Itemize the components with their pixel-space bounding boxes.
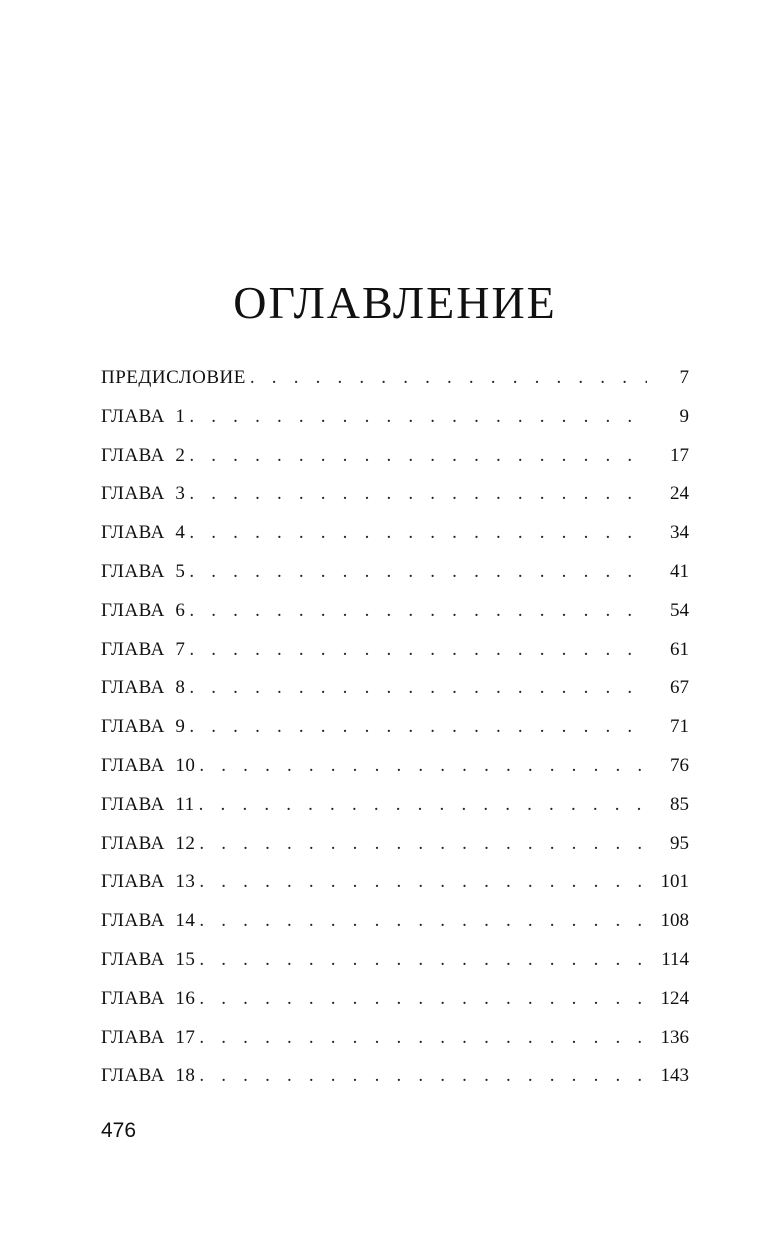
page-title: ОГЛАВЛЕНИЕ — [233, 277, 557, 328]
toc-entry-page: 24 — [670, 483, 689, 505]
toc-entry-page: 61 — [670, 638, 689, 660]
toc-entry-label: ГЛАВА 4 — [101, 522, 186, 544]
toc-entry-page: 124 — [660, 987, 689, 1009]
toc-entry-page: 101 — [660, 871, 689, 893]
toc-dot-leader — [199, 1019, 647, 1058]
toc-entry-page: 85 — [670, 793, 689, 815]
toc-entry-chapter-13[interactable] — [101, 863, 689, 902]
toc-dot-leader — [189, 708, 647, 747]
toc-entry-chapter-9[interactable] — [101, 708, 689, 747]
toc-entry-page: 143 — [660, 1065, 689, 1087]
toc-entry-page: 136 — [660, 1026, 689, 1048]
toc-entry-page: 17 — [670, 444, 689, 466]
toc-entry-label: ГЛАВА 16 — [101, 987, 196, 1009]
toc-entry-chapter-6[interactable] — [101, 592, 689, 631]
toc-entry-page: 76 — [670, 754, 689, 776]
toc-dot-leader — [199, 1057, 647, 1096]
toc-entry-label: ГЛАВА 9 — [101, 716, 186, 738]
toc-entry-page: 114 — [661, 948, 689, 970]
toc-dot-leader — [199, 902, 647, 941]
toc-dot-leader — [199, 980, 647, 1019]
toc-entry-page: 95 — [670, 832, 689, 854]
toc-entry-chapter-10[interactable] — [101, 747, 689, 786]
toc-entry-chapter-17[interactable] — [101, 1019, 689, 1058]
toc-entry-chapter-15[interactable] — [101, 941, 689, 980]
toc-entry-label: ГЛАВА 7 — [101, 638, 186, 660]
toc-entry-label: ГЛАВА 10 — [101, 754, 196, 776]
toc-dot-leader — [199, 825, 647, 864]
toc-dot-leader — [189, 514, 647, 553]
toc-entry-preface[interactable] — [101, 359, 689, 398]
toc-dot-leader — [189, 592, 647, 631]
toc-entry-chapter-11[interactable] — [101, 786, 689, 825]
toc-dot-leader — [199, 941, 647, 980]
toc-entry-chapter-3[interactable] — [101, 475, 689, 514]
toc-entry-label: ГЛАВА 3 — [101, 483, 186, 505]
toc-entry-chapter-18[interactable] — [101, 1057, 689, 1096]
toc-entry-label: ГЛАВА 14 — [101, 910, 196, 932]
toc-dot-leader — [199, 747, 647, 786]
toc-entry-page: 71 — [670, 716, 689, 738]
toc-entry-label: ГЛАВА 6 — [101, 599, 186, 621]
toc-entry-chapter-2[interactable] — [101, 437, 689, 476]
toc-entry-label: ГЛАВА 18 — [101, 1065, 196, 1087]
toc-entry-chapter-8[interactable] — [101, 669, 689, 708]
toc-entry-chapter-16[interactable] — [101, 980, 689, 1019]
toc-entry-page: 108 — [660, 910, 689, 932]
toc-entry-label: ГЛАВА 11 — [101, 793, 195, 815]
toc-dot-leader — [189, 398, 647, 437]
toc-entry-chapter-4[interactable] — [101, 514, 689, 553]
toc-entry-page: 9 — [679, 405, 689, 427]
toc-entry-page: 67 — [670, 677, 689, 699]
toc-entry-label: ГЛАВА 5 — [101, 560, 186, 582]
toc-entry-page: 34 — [670, 522, 689, 544]
toc-entry-chapter-12[interactable] — [101, 825, 689, 864]
toc-dot-leader — [189, 437, 647, 476]
toc-dot-leader — [189, 553, 647, 592]
page-number: 476 — [101, 1119, 137, 1142]
toc-entry-chapter-14[interactable] — [101, 902, 689, 941]
toc-dot-leader — [189, 475, 647, 514]
toc-entry-page: 41 — [670, 560, 689, 582]
toc-dot-leader — [250, 359, 647, 398]
table-of-contents — [101, 359, 689, 1096]
toc-entry-label: ГЛАВА 2 — [101, 444, 186, 466]
toc-entry-label: ГЛАВА 17 — [101, 1026, 196, 1048]
toc-entry-page: 54 — [670, 599, 689, 621]
toc-entry-label: ГЛАВА 8 — [101, 677, 186, 699]
toc-entry-label: ПРЕДИСЛОВИЕ — [101, 367, 246, 388]
toc-entry-page: 7 — [679, 367, 689, 388]
toc-dot-leader — [189, 631, 647, 670]
toc-entry-label: ГЛАВА 15 — [101, 948, 196, 970]
toc-entry-chapter-5[interactable] — [101, 553, 689, 592]
toc-entry-chapter-1[interactable] — [101, 398, 689, 437]
toc-entry-label: ГЛАВА 1 — [101, 405, 186, 427]
toc-entry-label: ГЛАВА 13 — [101, 871, 196, 893]
toc-entry-chapter-7[interactable] — [101, 631, 689, 670]
toc-entry-label: ГЛАВА 12 — [101, 832, 196, 854]
toc-dot-leader — [189, 669, 647, 708]
toc-dot-leader — [199, 863, 647, 902]
toc-dot-leader — [199, 786, 647, 825]
